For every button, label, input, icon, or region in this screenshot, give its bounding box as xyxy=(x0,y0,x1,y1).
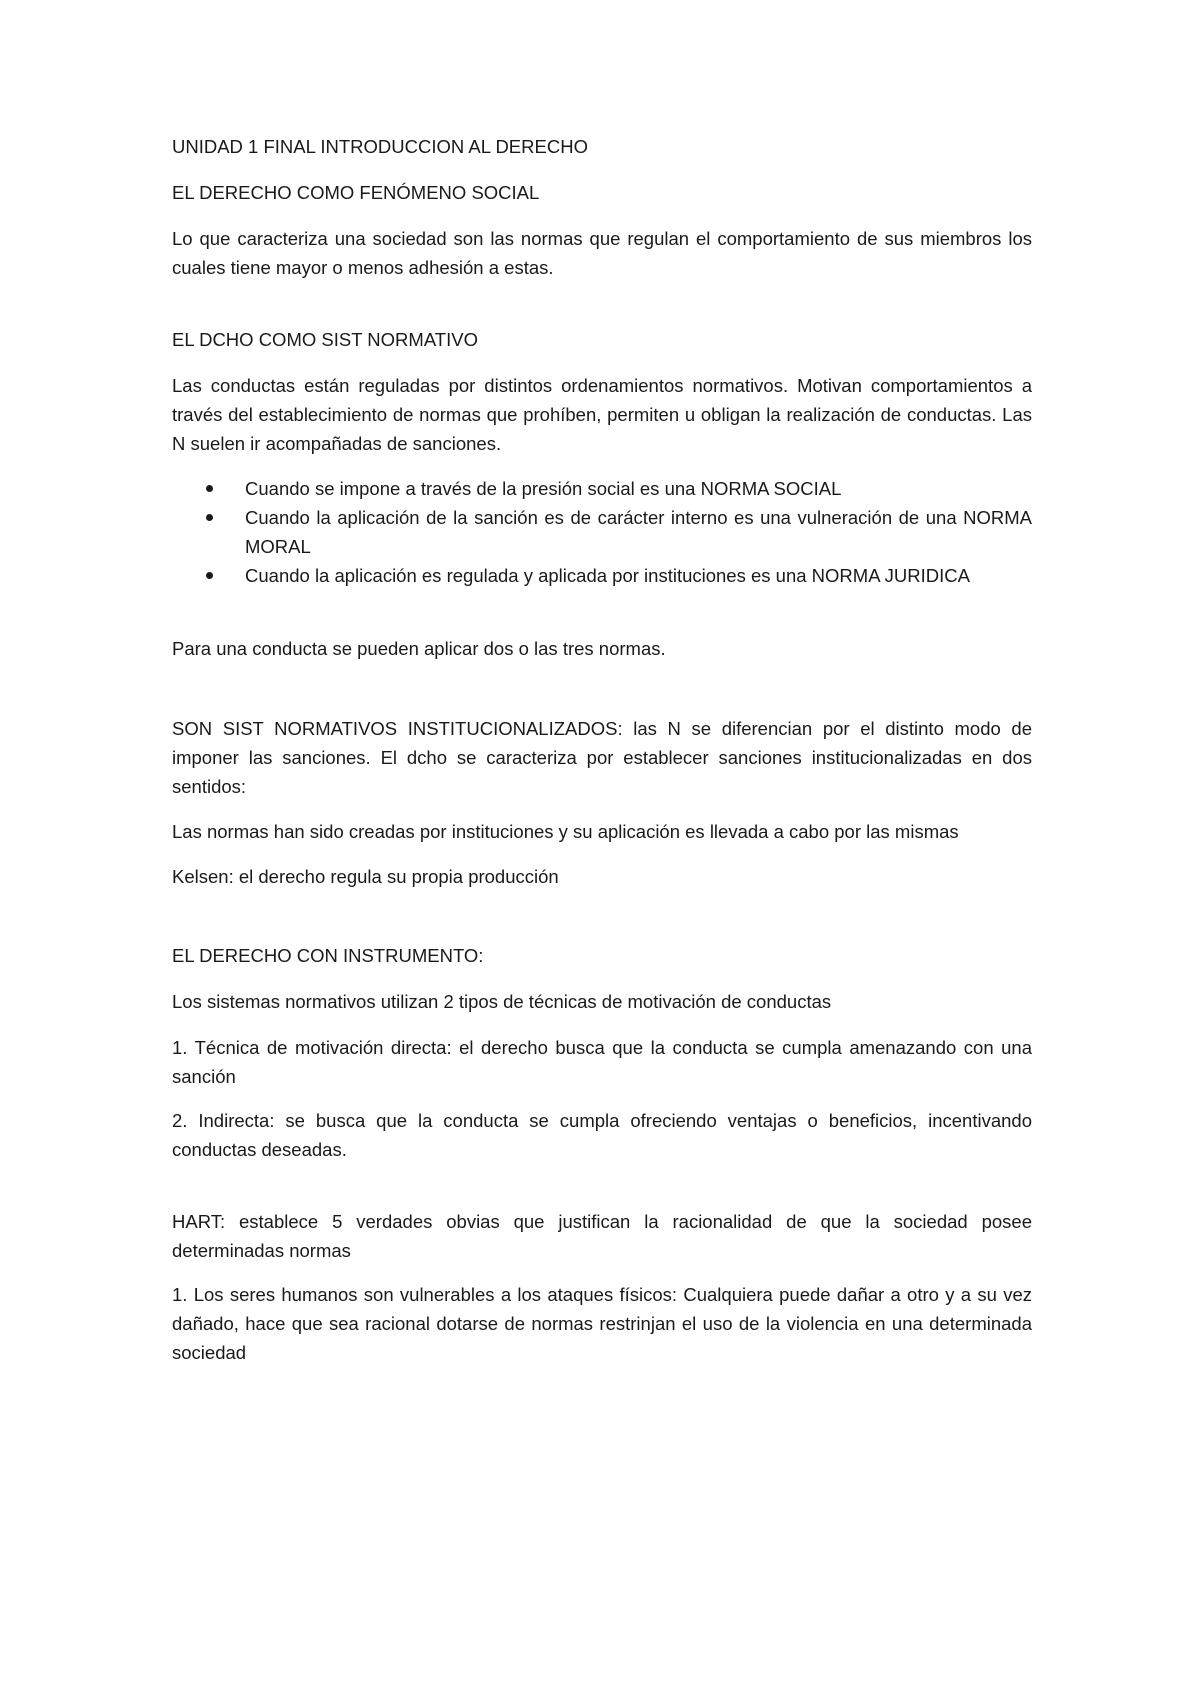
document-page xyxy=(172,0,1032,1696)
paragraph-hart: HART: establece 5 verdades obvias que justifican la racionalidad de que la sociedad posee determinadas normas xyxy=(172,1211,1032,1261)
section-heading-fenomeno-social: EL DERECHO COMO FENÓMENO SOCIAL xyxy=(172,182,540,203)
paragraph-normas-aplicables: Para una conducta se pueden aplicar dos o las tres normas. xyxy=(172,638,666,659)
bullet-icon xyxy=(206,572,213,579)
paragraph-normas-instituciones: Las normas han sido creadas por instituciones y su aplicación es llevada a cabo por las mismas xyxy=(172,821,959,842)
section-heading-sist-normativo: EL DCHO COMO SIST NORMATIVO xyxy=(172,329,478,350)
list-item: Cuando se impone a través de la presión social es una NORMA SOCIAL xyxy=(172,474,1032,503)
norm-types-list xyxy=(172,474,1032,590)
paragraph-tecnicas-motivacion: Los sistemas normativos utilizan 2 tipos de técnicas de motivación de conductas xyxy=(172,991,832,1012)
paragraph-hart-verdad-1: 1. Los seres humanos son vulnerables a los ataques físicos: Cualquiera puede dañar a otro y a su vez dañado, hace que sea racional dotarse de normas restrinjan el uso de la violencia en una determinada sociedad xyxy=(172,1284,1032,1363)
paragraph-fenomeno-social: Lo que caracteriza una sociedad son las normas que regulan el comportamiento de sus miembros los cuales tiene mayor o menos adhesión a estas. xyxy=(172,228,1032,278)
bullet-icon xyxy=(206,485,213,492)
document-title: UNIDAD 1 FINAL INTRODUCCION AL DERECHO xyxy=(172,136,588,157)
paragraph-motivacion-directa: 1. Técnica de motivación directa: el derecho busca que la conducta se cumpla amenazando con una sanción xyxy=(172,1037,1032,1087)
list-item: Cuando la aplicación de la sanción es de carácter interno es una vulneración de una NORMA MORAL xyxy=(172,503,1032,561)
paragraph-sist-normativo: Las conductas están reguladas por distintos ordenamientos normativos. Motivan comportamientos a través del establecimiento de normas que prohíben, permiten u obligan la realización de conductas. Las N suelen ir acompañadas de sanciones. xyxy=(172,375,1032,454)
paragraph-motivacion-indirecta: 2. Indirecta: se busca que la conducta se cumpla ofreciendo ventajas o beneficios, incentivando conductas deseadas. xyxy=(172,1110,1032,1160)
paragraph-kelsen: Kelsen: el derecho regula su propia producción xyxy=(172,866,559,887)
paragraph-institucionalizados: SON SIST NORMATIVOS INSTITUCIONALIZADOS: las N se diferencian por el distinto modo de imponer las sanciones. El dcho se caracteriza por establecer sanciones institucionalizadas en dos sentidos: xyxy=(172,718,1032,797)
section-heading-instrumento: EL DERECHO CON INSTRUMENTO: xyxy=(172,945,484,966)
bullet-icon xyxy=(206,514,213,521)
list-item: Cuando la aplicación es regulada y aplicada por instituciones es una NORMA JURIDICA xyxy=(172,561,1032,590)
